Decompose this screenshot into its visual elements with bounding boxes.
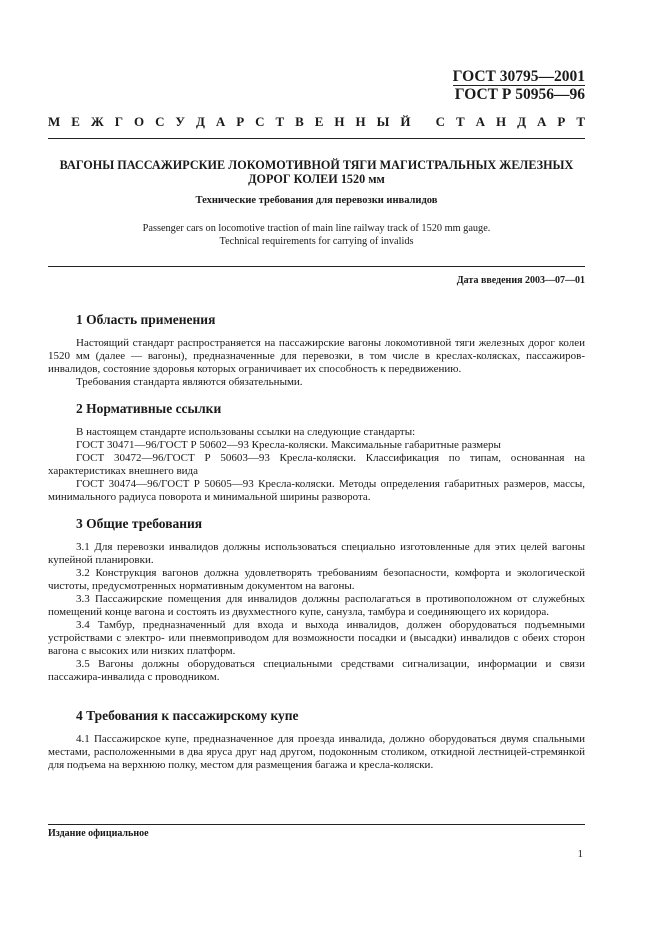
paragraph: 3.5 Вагоны должны оборудоваться специальными средствами сигнализации, информации и связи пассажира-инвалида с проводником.: [48, 658, 585, 683]
paragraph: 3.1 Для перевозки инвалидов должны использоваться специально изготовленные для этих целей вагоны купейной планировки.: [48, 541, 585, 566]
official-edition-label: Издание официальное: [48, 828, 149, 839]
document-title: [48, 158, 585, 186]
banner-letter: Ж: [90, 114, 104, 129]
banner-letter: Р: [557, 114, 566, 129]
standard-code-gost-r: ГОСТ Р 50956—96: [454, 86, 585, 103]
section-heading: 2 Нормативные ссылки: [76, 401, 222, 416]
section-general-requirements: [48, 516, 585, 684]
section-heading: 1 Область применения: [76, 312, 216, 327]
document-page: [48, 0, 585, 936]
banner-letter: Т: [576, 114, 585, 129]
banner-letter: С: [155, 114, 165, 129]
banner-letter: А: [537, 114, 547, 129]
banner-letter: Й: [400, 114, 411, 129]
banner-letter: Т: [275, 114, 285, 129]
paragraph: 3.3 Пассажирские помещения для инвалидов должны располагаться в противоположном от служебных помещений конце вагона и состоять из двухместного купе, санузла, тамбура и соединяющего их коридора.: [48, 593, 585, 618]
section-heading: 4 Требования к пассажирскому купе: [76, 708, 299, 723]
banner-letter: У: [175, 114, 185, 129]
english-title: [48, 223, 585, 248]
introduction-date: Дата введения 2003—07—01: [456, 275, 585, 286]
section-compartment-requirements: [48, 708, 585, 772]
banner-letter: Е: [314, 114, 324, 129]
english-title-line-2: Technical requirements for carrying of invalids: [219, 235, 414, 247]
banner-letter: [421, 114, 424, 132]
banner-letter: Г: [114, 114, 123, 129]
document-subtitle: Технические требования для перевозки инвалидов: [195, 195, 438, 206]
standard-code-gost: ГОСТ 30795—2001: [452, 68, 585, 85]
reference-item: ГОСТ 30471—96/ГОСТ Р 50602—93 Кресла-коляски. Максимальные габаритные размеры: [76, 439, 501, 451]
banner-letter: Е: [71, 114, 80, 129]
interstate-standard-banner: [48, 114, 585, 132]
banner-letter: Н: [496, 114, 507, 129]
banner-letter: С: [255, 114, 265, 129]
banner-letter: Д: [195, 114, 205, 129]
paragraph: Настоящий стандарт распространяется на пассажирские вагоны локомотивной тяги железных дорог колеи 1520 мм (далее — вагоны), предназначенные для перевозки, в том числе в креслах-колясках, пассажиров-инвалидов, состояние здоровья которых ограничивает их способность к передвижению.: [48, 337, 585, 375]
paragraph: В настоящем стандарте использованы ссылки на следующие стандарты:: [76, 426, 416, 438]
paragraph: 3.2 Конструкция вагонов должна удовлетворять требованиям безопасности, комфорта и экологической чистоты, предусмотренных нормативным документом на вагоны.: [48, 567, 585, 592]
reference-item: ГОСТ 30472—96/ГОСТ Р 50603—93 Кресла-коляски. Классификация по типам, основанная на характеристиках внешнего вида: [48, 452, 585, 477]
section-references: [48, 401, 585, 504]
banner-letter: Д: [517, 114, 527, 129]
paragraph: Требования стандарта являются обязательными.: [76, 376, 303, 388]
paragraph: 3.4 Тамбур, предназначенный для входа и выхода инвалидов, должен оборудоваться подъемными устройствами с электро- или пневмоприводом для возможности посадки и (высадки) инвалидов с обеих сторон вагона с высоких или низких платформ.: [48, 619, 585, 657]
banner-letter: В: [295, 114, 304, 129]
page-number: 1: [577, 848, 583, 860]
banner-letter: Ы: [376, 114, 390, 129]
banner-letter: Н: [355, 114, 366, 129]
banner-letter: А: [215, 114, 226, 129]
english-title-line-1: Passenger cars on locomotive traction of main line railway track of 1520 mm gauge.: [142, 223, 491, 234]
section-scope: [48, 312, 585, 389]
middle-divider: [48, 266, 585, 267]
banner-letter: А: [475, 114, 486, 129]
reference-item: ГОСТ 30474—96/ГОСТ Р 50605—93 Кресла-коляски. Методы определения габаритных размеров, массы, минимального радиуса поворота и минимальной ширины разворота.: [48, 478, 585, 503]
title-line-2: ДОРОГ КОЛЕИ 1520 мм: [248, 172, 385, 186]
banner-letter: Н: [334, 114, 345, 129]
top-divider: [48, 138, 585, 139]
banner-letter: Т: [456, 114, 465, 129]
footer-divider: [48, 824, 585, 825]
banner-letter: Р: [236, 114, 245, 129]
title-line-1: ВАГОНЫ ПАССАЖИРСКИЕ ЛОКОМОТИВНОЙ ТЯГИ МАГИСТРАЛЬНЫХ ЖЕЛЕЗНЫХ: [59, 158, 574, 172]
document-body: [48, 312, 585, 784]
standard-codes: [453, 68, 585, 103]
banner-letter: М: [48, 114, 61, 129]
banner-letter: С: [435, 114, 446, 129]
paragraph: 4.1 Пассажирское купе, предназначенное для проезда инвалида, должно оборудоваться двумя спальными местами, расположенными в два яруса друг над другом, подоконным столиком, откидной лестницей-стремянкой для подъема на верхнюю полку, местом для размещения багажа и кресла-коляски.: [48, 733, 585, 771]
section-heading: 3 Общие требования: [76, 516, 203, 531]
banner-letter: О: [133, 114, 145, 129]
